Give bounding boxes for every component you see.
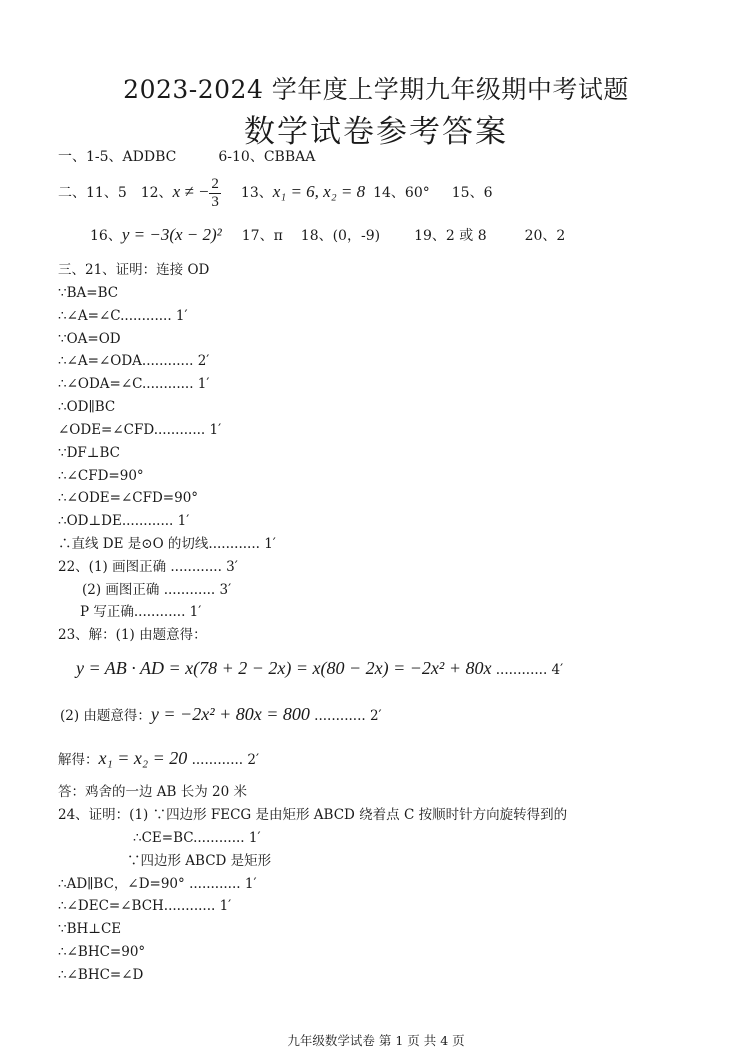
q24-line: ∵BH⊥CE bbox=[58, 921, 122, 937]
q22-line: P 写正确............ 1′ bbox=[80, 604, 202, 620]
answer-q19: 19、2 或 8 bbox=[414, 228, 487, 244]
answer-q17: 17、π bbox=[241, 228, 283, 244]
q23-eq2: y = −2x² + 80x = 800 bbox=[150, 704, 310, 724]
q21-line: ∴OD⊥DE............ 1′ bbox=[58, 513, 190, 529]
q24-line: 24、证明：(1) ∵四边形 FECG 是由矩形 ABCD 绕着点 C 按顺时针方向旋转得到的 bbox=[58, 807, 568, 823]
answer-q15: 15、6 bbox=[451, 185, 493, 201]
page-footer: 九年级数学试卷 第 1 页 共 4 页 bbox=[287, 1033, 465, 1048]
answer-q12-fraction bbox=[209, 176, 221, 211]
answer-q12-label: 12、 bbox=[140, 185, 173, 201]
answer-q18: 18、(0，-9) bbox=[300, 228, 381, 244]
answer-q16-expr: y = −3(x − 2)² bbox=[121, 225, 222, 244]
answer-q14: 14、60° bbox=[373, 185, 430, 201]
q21-line: ∵OA=OD bbox=[58, 331, 121, 347]
q23-eq1: y = AB · AD = x(78 + 2 − 2x) = x(80 − 2x) = −2x² + 80x bbox=[76, 658, 492, 678]
q23-answer: 答：鸡舍的一边 AB 长为 20 米 bbox=[58, 784, 248, 800]
answer-q20: 20、2 bbox=[524, 228, 566, 244]
answer-q13-label: 13、 bbox=[240, 185, 273, 201]
q23-solution-line bbox=[58, 747, 259, 771]
q24-line: ∴∠BHC=∠D bbox=[58, 967, 144, 983]
q24-line: ∴AD∥BC，∠D=90° ............ 1′ bbox=[58, 876, 257, 892]
q12-denominator: 3 bbox=[211, 193, 219, 210]
q21-line: ∵BA=BC bbox=[58, 285, 119, 301]
q23-head: 23、解：(1) 由题意得： bbox=[58, 627, 207, 643]
q24-line: ∴CE=BC............ 1′ bbox=[133, 830, 261, 846]
q21-line: ∴∠ODE=∠CFD=90° bbox=[58, 490, 199, 506]
section1-head: 一、 bbox=[58, 149, 86, 165]
answer-q11: 11、5 bbox=[86, 185, 127, 201]
q23-solution-label: 解得： bbox=[58, 752, 99, 768]
q23-eq3-score: ............ 2′ bbox=[191, 752, 260, 768]
q21-line: ∴∠A=∠C............ 1′ bbox=[58, 308, 188, 324]
section2-line1 bbox=[58, 175, 492, 211]
q22-line: (2) 画图正确 ............ 3′ bbox=[82, 582, 232, 598]
section1-answers-6-10: 6-10、CBBAA bbox=[218, 149, 316, 165]
q21-line: ∵DF⊥BC bbox=[58, 445, 120, 461]
section2-line2 bbox=[90, 226, 565, 245]
exam-title: 2023-2024 学年度上学期九年级期中考试题 bbox=[123, 75, 629, 104]
q23-part2-label: (2) 由题意得： bbox=[60, 708, 151, 724]
q24-line: ∴∠BHC=90° bbox=[58, 944, 146, 960]
q12-numerator: 2 bbox=[211, 175, 219, 192]
q21-line: ∴∠ODA=∠C............ 1′ bbox=[58, 376, 210, 392]
q24-line: ∵四边形 ABCD 是矩形 bbox=[127, 853, 272, 869]
q21-line: ∴OD∥BC bbox=[58, 399, 116, 415]
q23-eq2-score: ............ 2′ bbox=[314, 708, 382, 724]
q21-line: ∴∠CFD=90° bbox=[58, 468, 144, 484]
q22-line: 22、(1) 画图正确 ............ 3′ bbox=[58, 559, 238, 575]
q21-line: ∴直线 DE 是⊙O 的切线............ 1′ bbox=[58, 536, 276, 552]
q23-part2-line bbox=[60, 703, 382, 727]
answer-q12-expr: x ≠ − bbox=[172, 182, 210, 201]
q23-eq1-score: ............ 4′ bbox=[495, 662, 564, 678]
answer-key-title: 数学试卷参考答案 bbox=[244, 114, 508, 150]
q21-line: ∴∠A=∠ODA............ 2′ bbox=[58, 353, 210, 369]
q24-line: ∴∠DEC=∠BCH............ 1′ bbox=[58, 898, 232, 914]
answer-q16-label: 16、 bbox=[90, 228, 122, 244]
q23-eq3: x₁ = x₂ = 20 bbox=[98, 748, 188, 768]
section1-answers-1-5: 1-5、ADDBC bbox=[86, 149, 177, 165]
q21-line: 三、21、证明：连接 OD bbox=[58, 262, 210, 278]
answer-q13-expr: x₁ = 6, x₂ = 8 bbox=[272, 182, 366, 201]
q21-line: ∠ODE=∠CFD............ 1′ bbox=[58, 422, 222, 438]
q23-eq1-line bbox=[76, 657, 563, 681]
section2-head: 二、 bbox=[58, 185, 86, 201]
section1-line bbox=[58, 148, 315, 166]
